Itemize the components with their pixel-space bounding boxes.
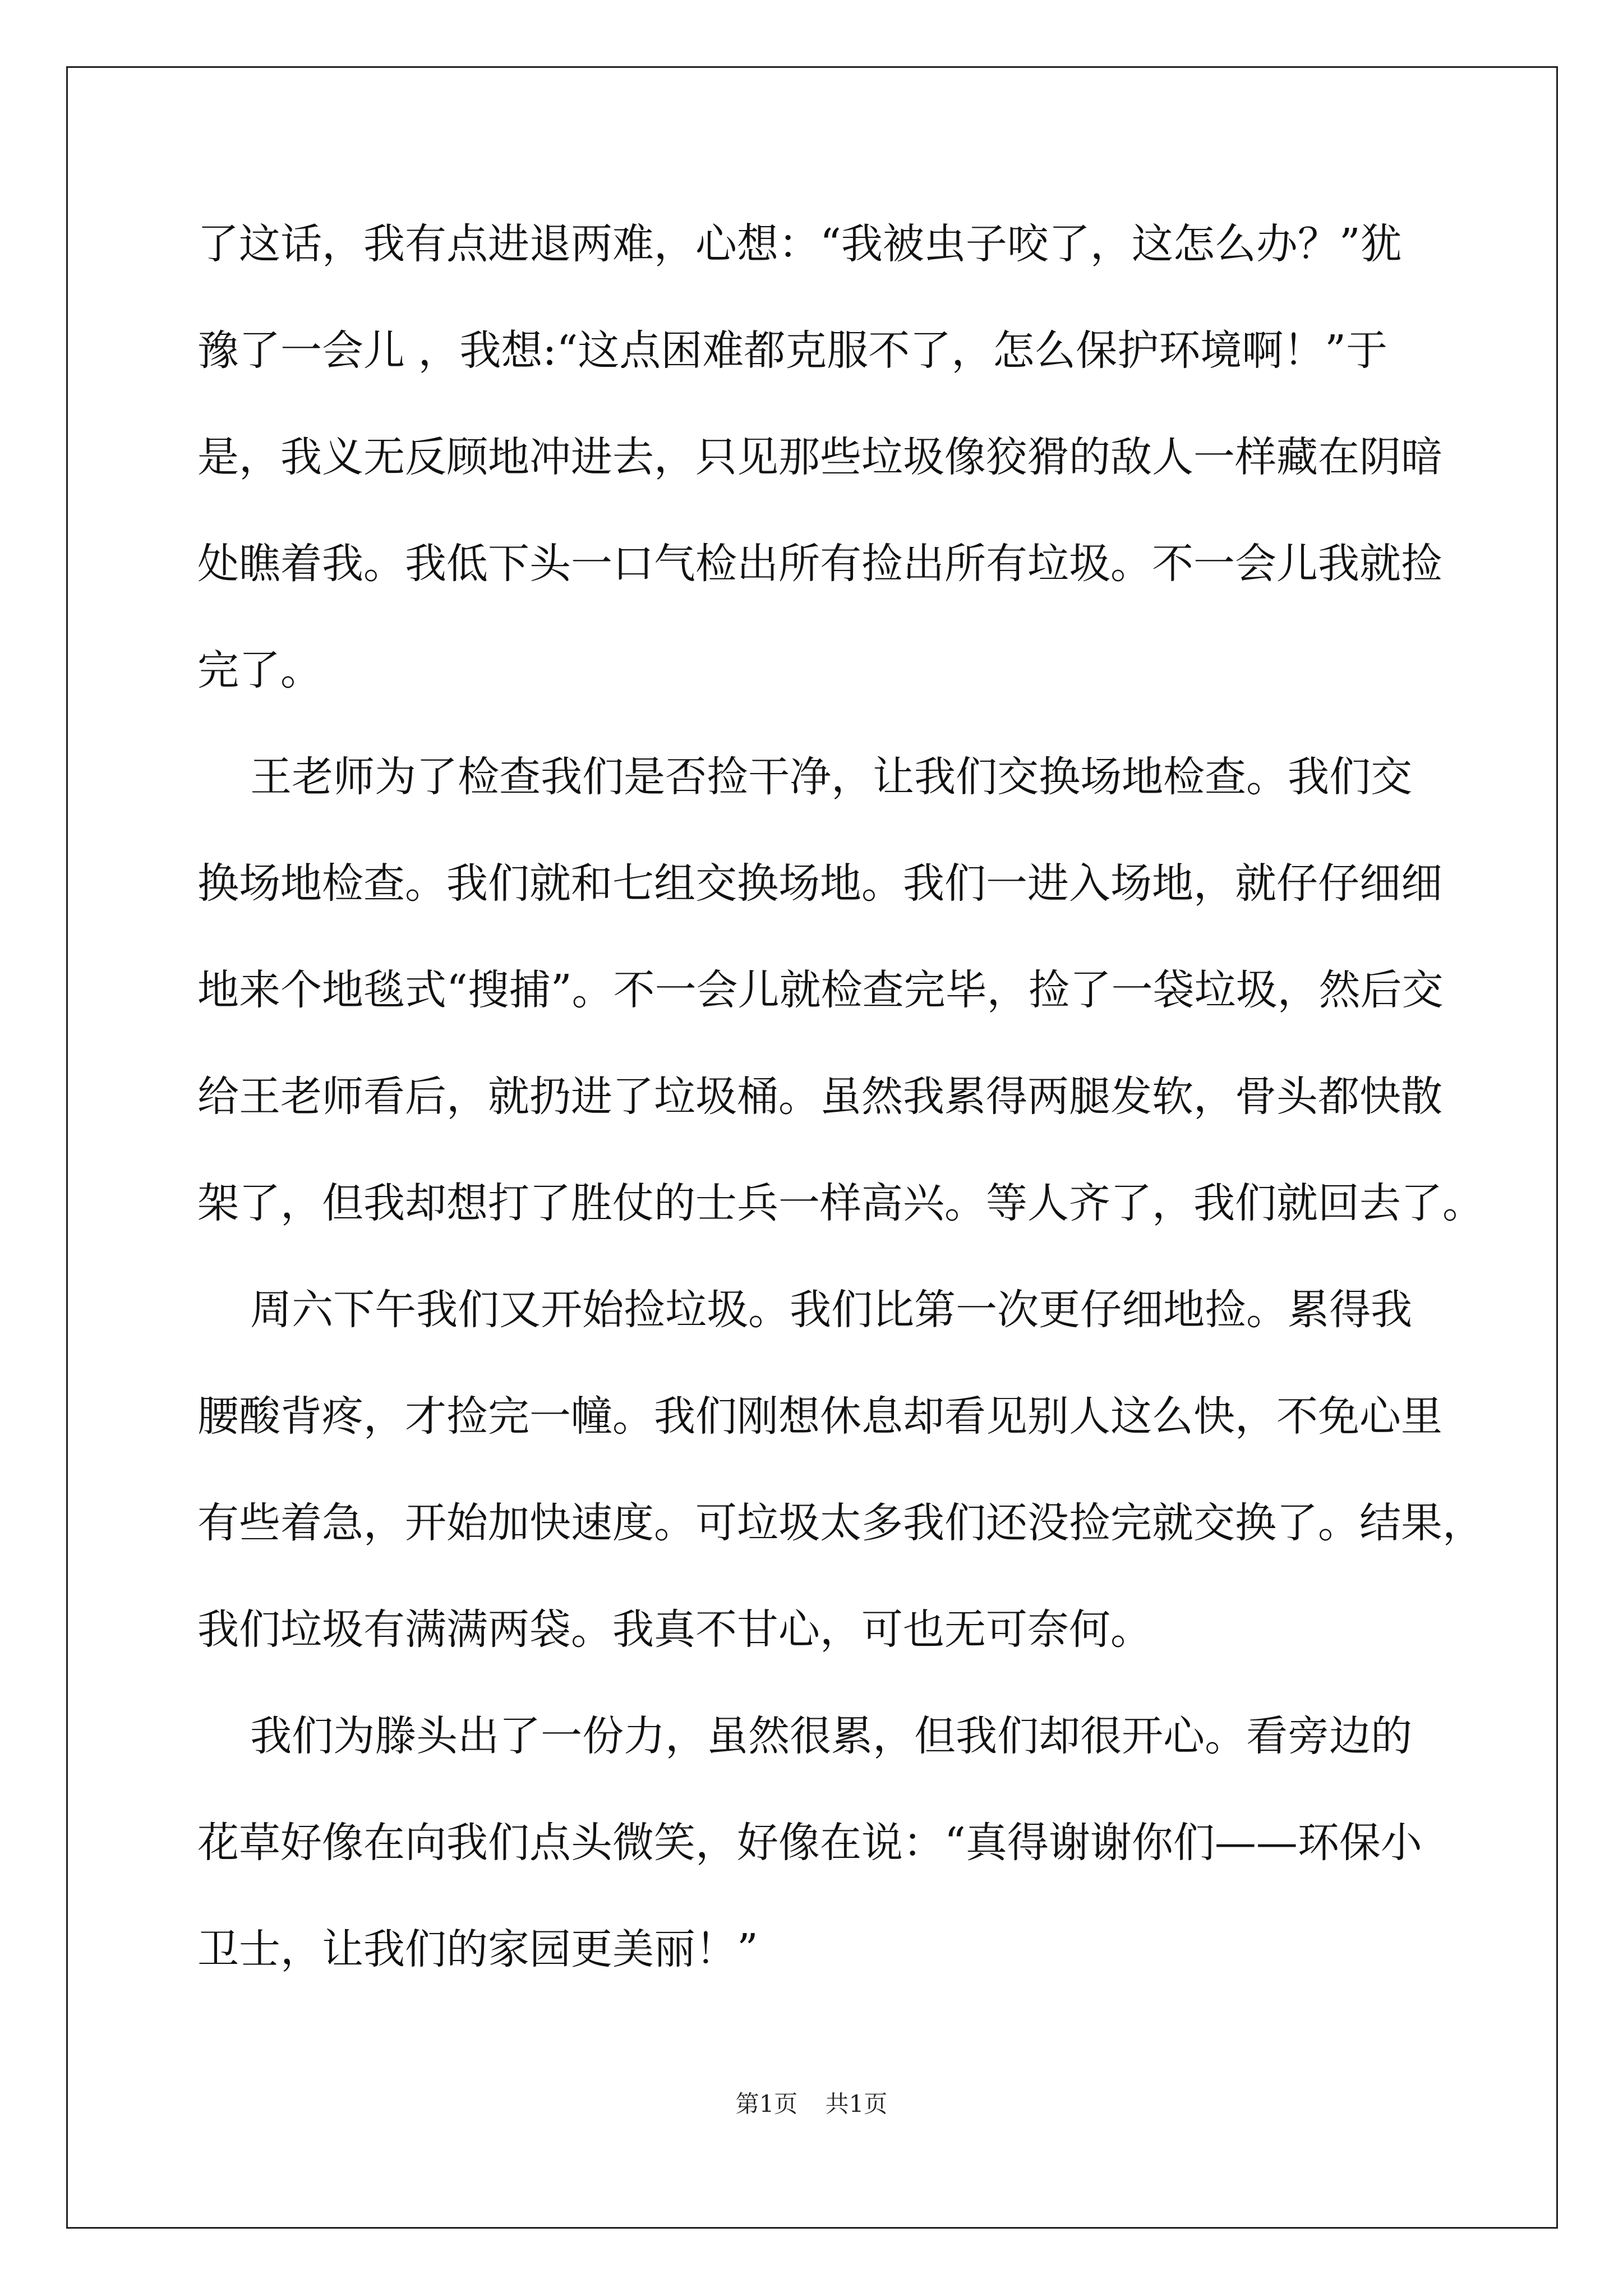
text-line: 有些着急，开始加快速度。可垃圾太多我们还没捡完就交换了。结果， — [197, 1499, 1484, 1547]
text-line: 王老师为了检查我们是否捡干净，让我们交换场地检查。我们交 — [197, 753, 1413, 801]
text-line: 腰酸背疼，才捡完一幢。我们刚想休息却看见别人这么快，不免心里 — [197, 1392, 1442, 1441]
text-line: 处瞧着我。我低下头一口气检出所有捡出所有垃圾。不一会儿我就捡 — [197, 540, 1442, 588]
text-line: 卫士，让我们的家园更美丽！” — [197, 1925, 758, 1973]
text-line: 完了。 — [197, 646, 322, 694]
text-line: 周六下午我们又开始捡垃圾。我们比第一次更仔细地捡。累得我 — [197, 1286, 1413, 1334]
text-line: 换场地检查。我们就和七组交换场地。我们一进入场地，就仔仔细细 — [197, 859, 1442, 908]
page-count: 共1页 — [825, 2090, 888, 2118]
text-line: 是，我义无反顾地冲进去，只见那些垃圾像狡猾的敌人一样藏在阴暗 — [197, 433, 1442, 481]
document-body — [197, 217, 1484, 2028]
text-line: 我们垃圾有满满两袋。我真不甘心，可也无可奈何。 — [197, 1605, 1152, 1654]
text-line: 给王老师看后，就扔进了垃圾桶。虽然我累得两腿发软，骨头都快散 — [197, 1073, 1442, 1121]
page-number: 第1页 — [735, 2090, 798, 2118]
text-line: 架了，但我却想打了胜仗的士兵一样高兴。等人齐了，我们就回去了。 — [197, 1179, 1484, 1227]
text-line: 我们为滕头出了一份力，虽然很累，但我们却很开心。看旁边的 — [197, 1712, 1413, 1760]
text-line: 了这话，我有点进退两难，心想：“我被虫子咬了，这怎么办？”犹 — [197, 220, 1402, 268]
text-line: 豫了一会儿 ，我想:“这点困难都克服不了，怎么保护环境啊！”于 — [197, 326, 1388, 375]
text-line: 地来个地毯式“搜捕”。不一会儿就检查完毕，捡了一袋垃圾，然后交 — [197, 966, 1444, 1014]
page-footer — [0, 2089, 1623, 2119]
text-line: 花草好像在向我们点头微笑，好像在说：“真得谢谢你们——环保小 — [197, 1819, 1422, 1867]
